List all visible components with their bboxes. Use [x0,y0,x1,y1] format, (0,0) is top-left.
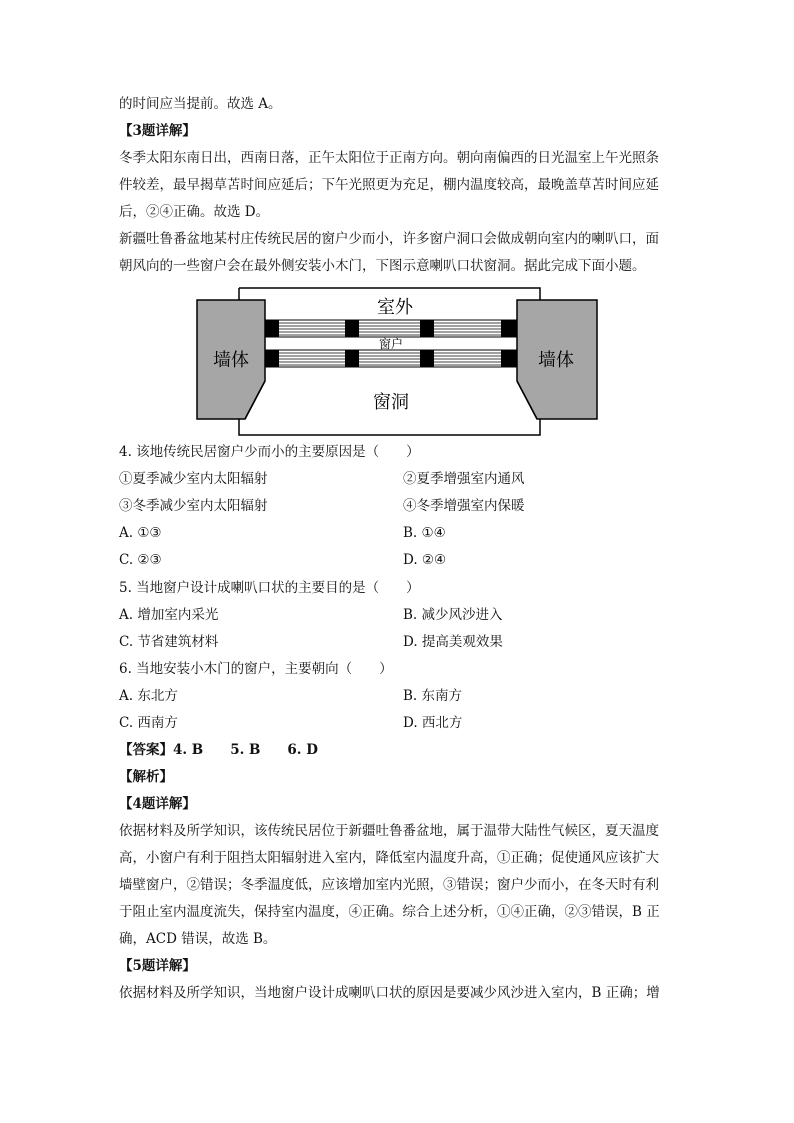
intro-line: 新疆吐鲁番盆地某村庄传统民居的窗户少而小，许多窗户洞口会做成朝向室内的喇叭口，面 [119,231,659,247]
label-outside: 室外 [377,297,413,318]
answer-line: 【答案】4. B 5. B 6. D [119,742,318,758]
q6-option-d: D. 西北方 [403,715,463,731]
statement-4: ④冬季增强室内保暖 [403,498,525,514]
question-5: 5. 当地窗户设计成喇叭口状的主要目的是（ ） [119,580,420,596]
paragraph-line: 冬季太阳东南日出，西南日落，正午太阳位于正南方向。朝向南偏西的日光温室上午光照条 [119,150,659,166]
statement-2: ②夏季增强室内通风 [403,471,525,487]
section-heading-q5: 【5题详解】 [119,958,196,974]
q4-option-b: B. ①④ [403,525,446,541]
section-heading-q3: 【3题详解】 [119,123,196,139]
q5-option-d: D. 提高美观效果 [403,634,503,650]
window-opening-figure [195,285,600,437]
q5-option-c: C. 节省建筑材料 [119,634,219,650]
paragraph-line: 依据材料及所学知识，当地窗户设计成喇叭口状的原因是要减少风沙进入室内，B 正确；增 [119,985,660,1001]
q4-option-d: D. ②④ [403,552,447,568]
label-wall-left: 墙体 [213,350,249,371]
section-heading-q4: 【4题详解】 [119,796,196,812]
paragraph-line: 墙壁窗户，②错误；冬季温度低，应该增加室内光照，③错误；窗户少而小，在冬天时有利 [119,877,659,893]
question-6: 6. 当地安装小木门的窗户，主要朝向（ ） [119,661,393,677]
q4-option-a: A. ①③ [119,525,162,541]
question-4: 4. 该地传统民居窗户少而小的主要原因是（ ） [119,444,420,460]
label-opening: 窗洞 [373,392,409,413]
q6-option-b: B. 东南方 [403,688,463,704]
label-window: 窗户 [378,337,404,351]
q5-option-a: A. 增加室内采光 [119,607,219,623]
q5-option-b: B. 减少风沙进入 [403,607,503,623]
lower-window-frame [265,350,517,367]
paragraph-line: 于阻止室内温度流失，保持室内温度，④正确。综合上述分析，①④正确，②③错误，B 正 [119,904,660,920]
analysis-heading: 【解析】 [119,769,173,785]
paragraph-line: 高，小窗户有利于阻挡太阳辐射进入室内，降低室内温度升高，①正确；促使通风应该扩大 [119,850,659,866]
q4-option-c: C. ②③ [119,552,162,568]
label-wall-right: 墙体 [538,350,574,371]
intro-line: 朝风向的一些窗户会在最外侧安装小木门，下图示意喇叭口状窗洞。据此完成下面小题。 [119,258,646,274]
paragraph-line: 依据材料及所学知识，该传统民居位于新疆吐鲁番盆地，属于温带大陆性气候区，夏天温度 [119,823,659,839]
upper-window-frame [265,320,517,337]
paragraph-line: 件较差，最早揭草苫时间应延后；下午光照更为充足，棚内温度较高，最晚盖草苫时间应延 [119,177,659,193]
paragraph-line: 确，ACD 错误，故选 B。 [119,931,277,947]
statement-1: ①夏季减少室内太阳辐射 [119,471,268,487]
q6-option-a: A. 东北方 [119,688,178,704]
paragraph-line: 后，②④正确。故选 D。 [119,204,270,220]
statement-3: ③冬季减少室内太阳辐射 [119,498,268,514]
paragraph-line: 的时间应当提前。故选 A。 [119,96,282,112]
q6-option-c: C. 西南方 [119,715,178,731]
